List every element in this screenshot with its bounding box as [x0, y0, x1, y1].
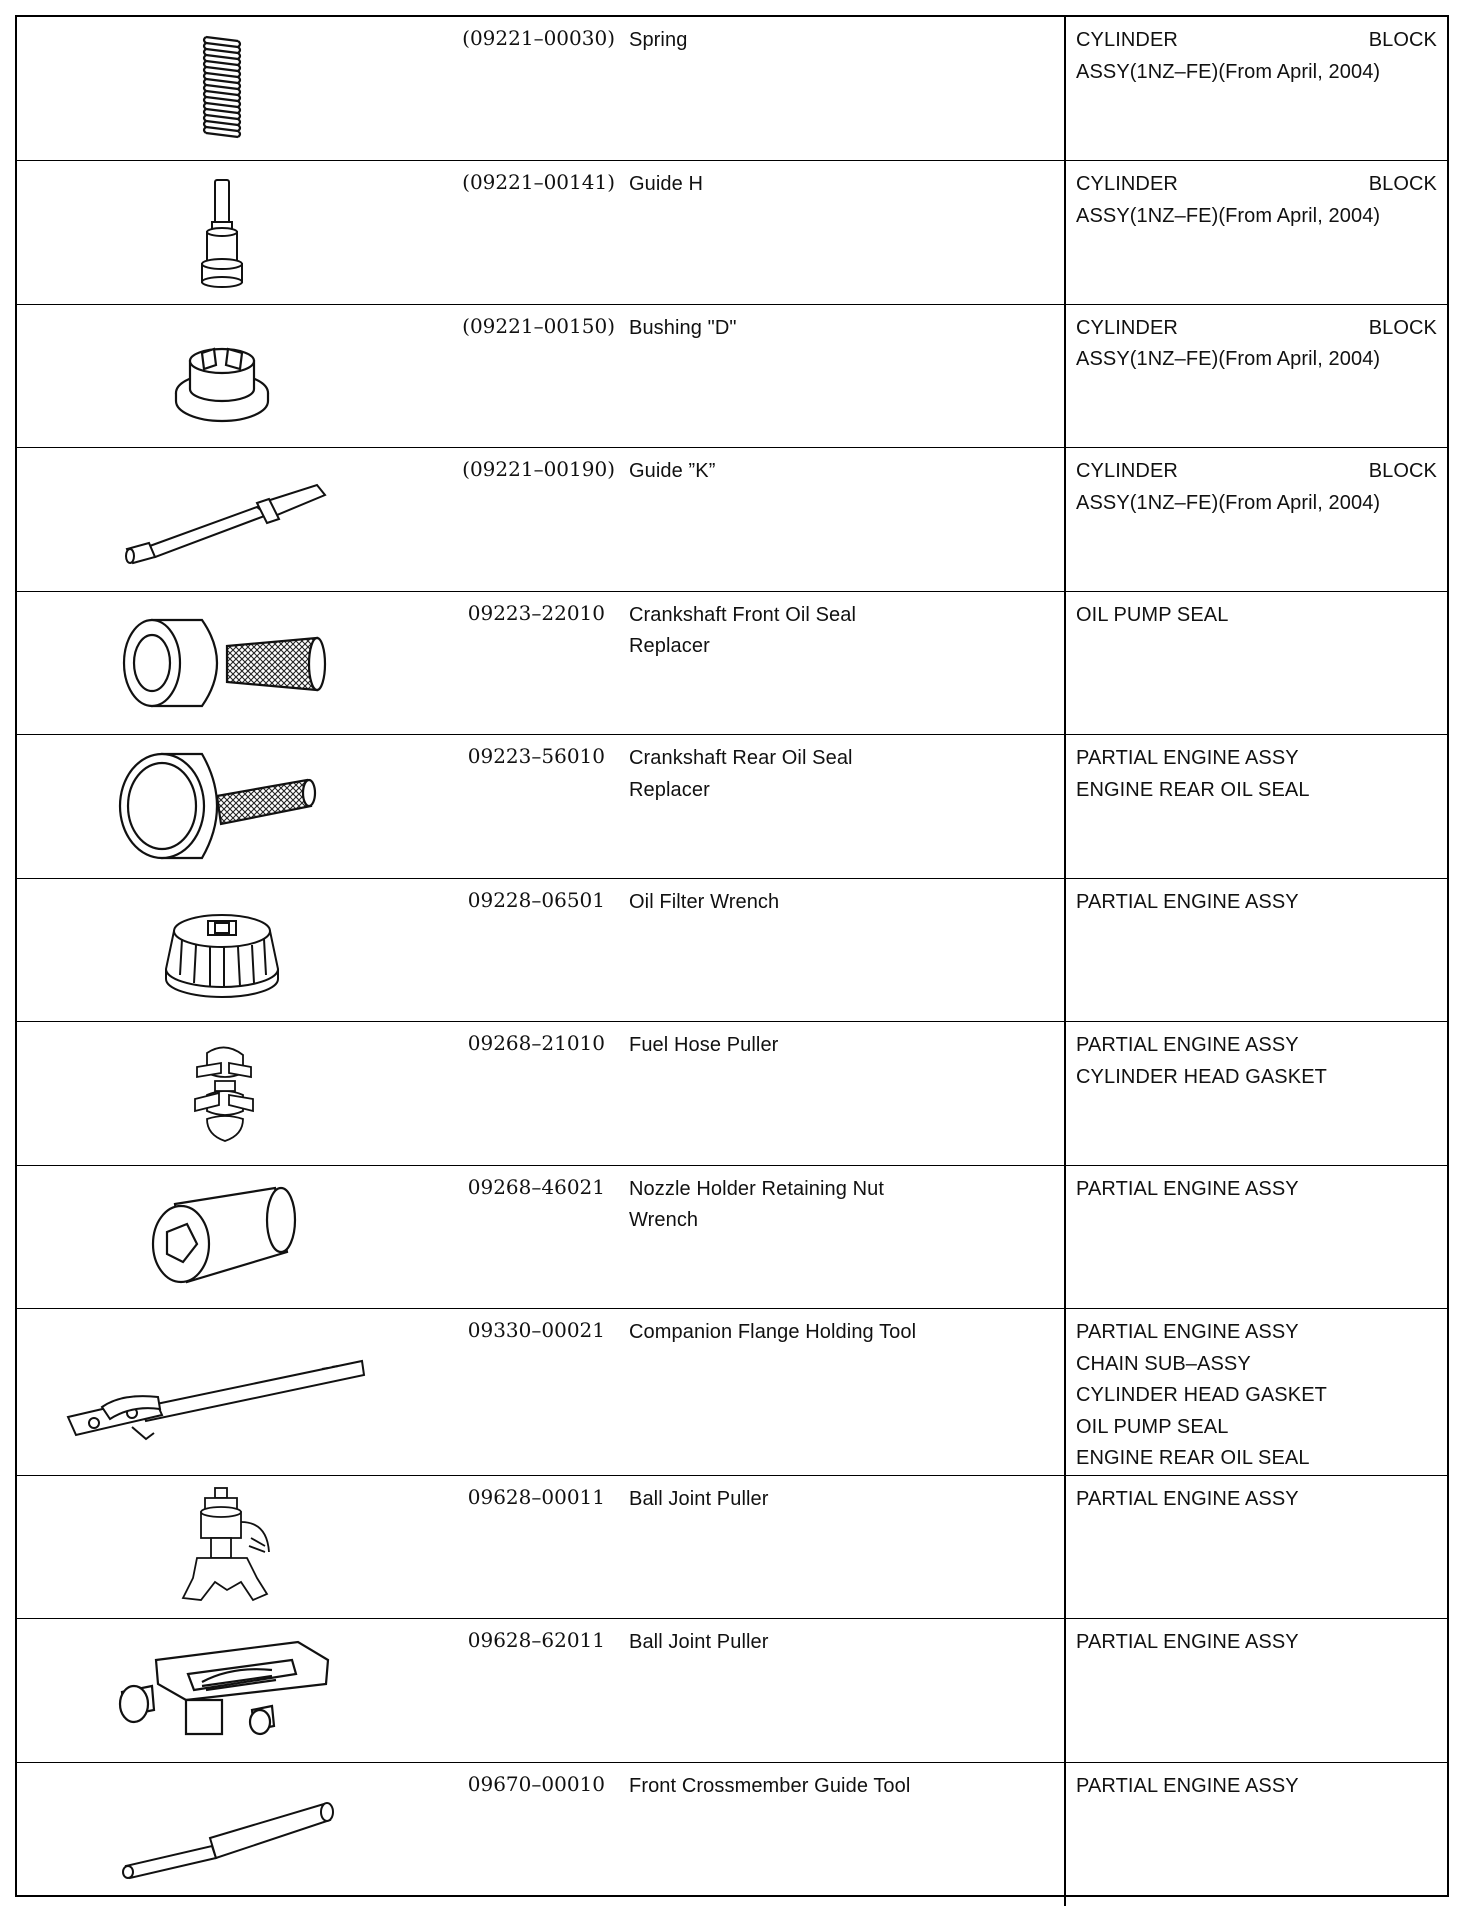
- tool-name: [627, 305, 1064, 345]
- usage-list: [1066, 161, 1449, 232]
- usage-item: [1076, 57, 1437, 89]
- tool-row: [17, 448, 1449, 592]
- tool-name-line: Fuel Hose Puller: [629, 1034, 779, 1056]
- usage-list: [1066, 1476, 1449, 1516]
- tool-name: [627, 1763, 1064, 1803]
- tool-row: [17, 1022, 1449, 1166]
- tool-name: [627, 1476, 1064, 1516]
- usage-item: [1076, 775, 1437, 807]
- usage-item: [1076, 887, 1437, 919]
- fuel-hose-puller-icon: [177, 1033, 267, 1153]
- tool-illustration-cell: [17, 17, 427, 161]
- tool-name: [627, 161, 1064, 201]
- usage-item: [1076, 1412, 1437, 1444]
- tool-row: [17, 304, 1449, 448]
- usage-item: [1076, 1484, 1437, 1516]
- tool-name-line: Guide H: [629, 173, 704, 195]
- usage-word: PARTIAL ENGINE ASSY: [1076, 1631, 1299, 1653]
- tool-illustration-cell: [17, 448, 427, 592]
- tool-name: [627, 735, 1064, 806]
- part-number: (09221–00141): [462, 170, 615, 194]
- usage-word: OIL PUMP SEAL: [1076, 1415, 1229, 1438]
- usage-item: [1076, 169, 1437, 201]
- tool-name-line: Replacer: [629, 778, 710, 801]
- usage-word: CYLINDER HEAD GASKET: [1076, 1065, 1327, 1088]
- usage-word: CYLINDER: [1076, 173, 1178, 195]
- usage-word: OIL PUMP SEAL: [1076, 603, 1229, 626]
- part-number: (09221–00150): [462, 313, 615, 338]
- tool-illustration-cell: [17, 1619, 427, 1763]
- usage-word: CYLINDER: [1076, 460, 1178, 482]
- special-tools-table: [15, 15, 1449, 1897]
- usage-item: [1076, 1771, 1437, 1803]
- usage-item: [1076, 600, 1437, 632]
- tool-row: [17, 878, 1449, 1022]
- usage-item: [1076, 488, 1437, 520]
- tools-table: [17, 17, 1449, 1906]
- usage-word: ASSY(1NZ–FE)(From April, 2004): [1076, 204, 1381, 227]
- tool-row: [17, 591, 1449, 735]
- rear-seal-replacer-icon: [107, 746, 337, 866]
- tool-illustration-cell: [17, 1309, 427, 1476]
- tool-illustration-cell: [17, 161, 427, 305]
- usage-item: [1076, 743, 1437, 775]
- tool-illustration-cell: [17, 1475, 427, 1619]
- usage-item: [1076, 456, 1437, 488]
- part-number: 09223–22010: [467, 600, 605, 625]
- tool-name-line: Companion Flange Holding Tool: [629, 1321, 917, 1343]
- tool-illustration-cell: [17, 878, 427, 1022]
- tool-name-line: Oil Filter Wrench: [629, 890, 780, 913]
- usage-list: [1066, 735, 1449, 806]
- usage-list: [1066, 448, 1449, 519]
- guide-k-icon: [107, 469, 337, 569]
- tool-name-line: Nozzle Holder Retaining Nut: [629, 1177, 885, 1200]
- tool-row: [17, 17, 1449, 161]
- usage-list: [1066, 1166, 1449, 1206]
- ball-joint-puller-clamp-icon: [102, 1630, 342, 1750]
- tool-row: [17, 1165, 1449, 1309]
- usage-word: CYLINDER: [1076, 29, 1178, 51]
- usage-word: PARTIAL ENGINE ASSY: [1076, 1034, 1299, 1056]
- usage-list: [1066, 1763, 1449, 1803]
- tool-name: [627, 1022, 1064, 1062]
- usage-word: BLOCK: [1368, 316, 1437, 339]
- usage-word: BLOCK: [1368, 460, 1437, 482]
- tool-illustration-cell: [17, 1762, 427, 1906]
- tool-name: [627, 592, 1064, 663]
- usage-word: BLOCK: [1368, 173, 1437, 195]
- tool-illustration-cell: [17, 1165, 427, 1309]
- tool-row: [17, 1475, 1449, 1619]
- usage-word: ASSY(1NZ–FE)(From April, 2004): [1076, 60, 1381, 83]
- usage-word: CYLINDER: [1076, 316, 1178, 339]
- bushing-icon: [162, 321, 282, 431]
- usage-item: [1076, 201, 1437, 233]
- flange-holding-tool-icon: [62, 1337, 382, 1447]
- usage-item: [1076, 344, 1437, 376]
- tool-name: [627, 1309, 1064, 1349]
- tool-name: [627, 17, 1064, 57]
- tool-name-line: Ball Joint Puller: [629, 1487, 769, 1510]
- usage-item: [1076, 313, 1437, 345]
- oil-filter-wrench-icon: [152, 895, 292, 1005]
- tool-name: [627, 1166, 1064, 1237]
- part-number: 09228–06501: [467, 887, 605, 912]
- tool-name: [627, 879, 1064, 919]
- usage-word: CYLINDER HEAD GASKET: [1076, 1384, 1327, 1406]
- spring-icon: [192, 29, 252, 149]
- part-number: 09628–62011: [467, 1628, 605, 1652]
- crossmember-guide-icon: [102, 1784, 342, 1884]
- usage-list: [1066, 592, 1449, 632]
- part-number: 09330–00021: [467, 1318, 605, 1342]
- part-number: 09268–46021: [467, 1174, 605, 1199]
- guide-h-icon: [182, 172, 262, 292]
- part-number: (09221–00030): [462, 26, 615, 50]
- usage-word: PARTIAL ENGINE ASSY: [1076, 1321, 1299, 1343]
- usage-item: [1076, 1174, 1437, 1206]
- usage-item: [1076, 1030, 1437, 1062]
- usage-item: [1076, 1317, 1437, 1349]
- usage-item: [1076, 1627, 1437, 1659]
- usage-list: [1066, 1309, 1449, 1475]
- usage-word: CHAIN SUB–ASSY: [1076, 1352, 1251, 1375]
- usage-list: [1066, 1022, 1449, 1093]
- tool-name-line: Guide ”K”: [629, 460, 716, 482]
- usage-word: PARTIAL ENGINE ASSY: [1076, 747, 1299, 769]
- usage-word: PARTIAL ENGINE ASSY: [1076, 1774, 1299, 1797]
- part-number: 09223–56010: [467, 744, 605, 768]
- tool-name: [627, 1619, 1064, 1659]
- usage-word: PARTIAL ENGINE ASSY: [1076, 890, 1299, 913]
- tool-illustration-cell: [17, 304, 427, 448]
- tool-name-line: Crankshaft Front Oil Seal: [629, 603, 857, 626]
- part-number: (09221–00190): [462, 457, 615, 481]
- tool-illustration-cell: [17, 591, 427, 735]
- usage-list: [1066, 305, 1449, 376]
- tool-name-line: Replacer: [629, 635, 710, 657]
- usage-list: [1066, 17, 1449, 88]
- usage-item: [1076, 1443, 1437, 1475]
- part-number: 09670–00010: [467, 1771, 605, 1796]
- usage-list: [1066, 879, 1449, 919]
- tool-name-line: Spring: [629, 29, 688, 51]
- ball-joint-puller-fork-icon: [157, 1482, 287, 1612]
- tool-illustration-cell: [17, 735, 427, 879]
- usage-word: ENGINE REAR OIL SEAL: [1076, 778, 1310, 801]
- tool-name: [627, 448, 1064, 488]
- tool-name-line: Wrench: [629, 1209, 699, 1231]
- tool-row: [17, 1619, 1449, 1763]
- usage-word: ASSY(1NZ–FE)(From April, 2004): [1076, 491, 1381, 514]
- tool-row: [17, 161, 1449, 305]
- usage-word: BLOCK: [1368, 29, 1437, 51]
- tool-row: [17, 1762, 1449, 1906]
- usage-item: [1076, 1062, 1437, 1094]
- usage-list: [1066, 1619, 1449, 1659]
- tool-row: [17, 735, 1449, 879]
- usage-word: ASSY(1NZ–FE)(From April, 2004): [1076, 348, 1381, 370]
- usage-item: [1076, 25, 1437, 57]
- usage-item: [1076, 1349, 1437, 1381]
- front-seal-replacer-icon: [107, 608, 337, 718]
- tool-name-line: Crankshaft Rear Oil Seal: [629, 747, 853, 769]
- tool-name-line: Front Crossmember Guide Tool: [629, 1774, 911, 1797]
- tool-name-line: Ball Joint Puller: [629, 1631, 769, 1653]
- usage-item: [1076, 1380, 1437, 1412]
- usage-word: ENGINE REAR OIL SEAL: [1076, 1447, 1310, 1469]
- tool-row: [17, 1309, 1449, 1476]
- usage-word: PARTIAL ENGINE ASSY: [1076, 1177, 1299, 1200]
- nozzle-wrench-icon: [137, 1182, 307, 1292]
- part-number: 09628–00011: [467, 1484, 605, 1509]
- tool-illustration-cell: [17, 1022, 427, 1166]
- part-number: 09268–21010: [467, 1031, 605, 1055]
- usage-word: PARTIAL ENGINE ASSY: [1076, 1487, 1299, 1510]
- tool-name-line: Bushing "D": [629, 316, 737, 339]
